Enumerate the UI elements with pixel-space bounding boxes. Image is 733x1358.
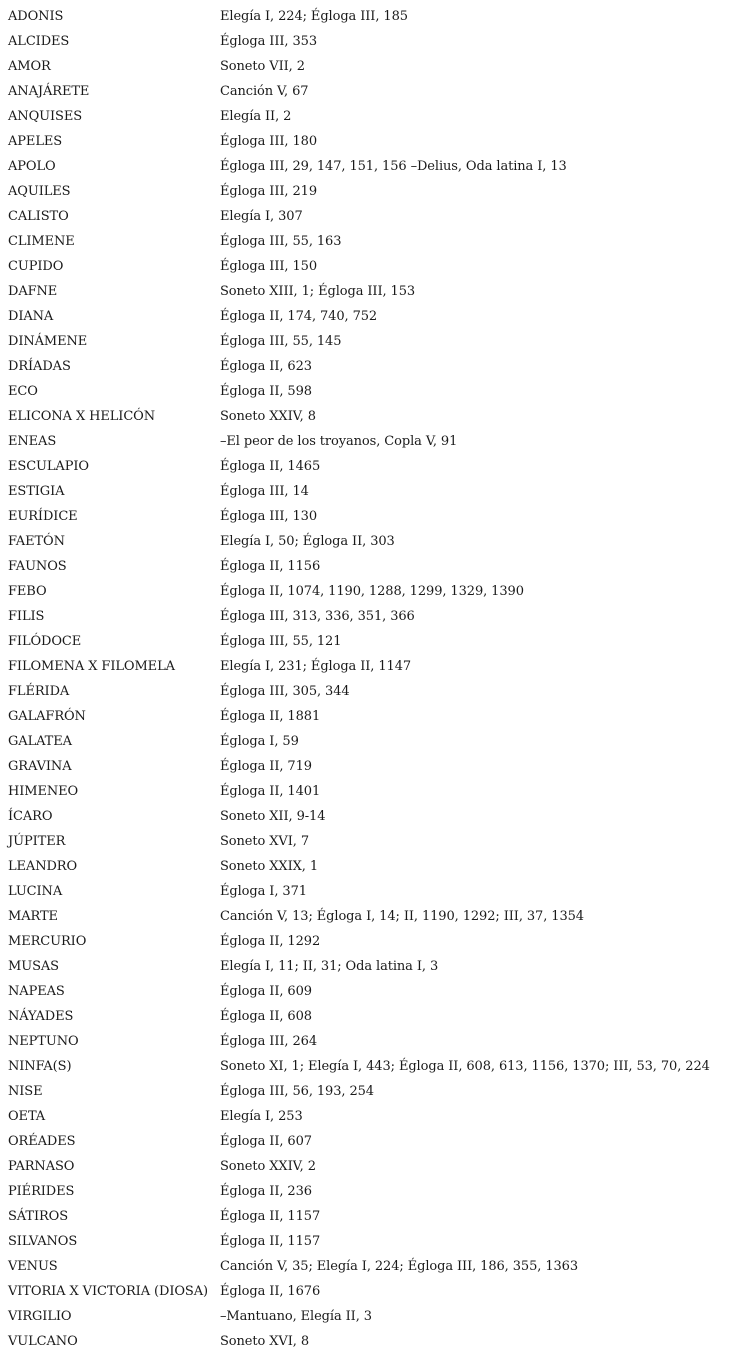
index-references: –El peor de los troyanos, Copla V, 91 xyxy=(220,434,458,449)
index-term: FEBO xyxy=(8,584,47,599)
index-references: Égloga II, 623 xyxy=(220,359,312,374)
index-entry xyxy=(0,829,733,854)
index-term: ORÉADES xyxy=(8,1134,76,1149)
index-entry xyxy=(0,254,733,279)
index-references: Égloga II, 1157 xyxy=(220,1234,321,1249)
index-term: NEPTUNO xyxy=(8,1034,79,1049)
index-references: Soneto XXIV, 8 xyxy=(220,409,316,424)
index-entry xyxy=(0,1129,733,1154)
index-term: SILVANOS xyxy=(8,1234,78,1249)
index-entry xyxy=(0,679,733,704)
index-term: GALAFRÓN xyxy=(8,709,86,724)
index-references: Elegía I, 253 xyxy=(220,1109,303,1124)
index-references: Soneto XXIV, 2 xyxy=(220,1159,316,1174)
index-references: Égloga III, 14 xyxy=(220,484,309,499)
index-entry xyxy=(0,279,733,304)
index-entry xyxy=(0,704,733,729)
index-references: Égloga II, 1156 xyxy=(220,559,321,574)
index-references: Égloga II, 609 xyxy=(220,984,312,999)
index-references: Égloga III, 56, 193, 254 xyxy=(220,1084,374,1099)
index-term: NÁYADES xyxy=(8,1009,74,1024)
index-entry xyxy=(0,1029,733,1054)
index-term: APELES xyxy=(8,134,63,149)
index-references: Égloga I, 59 xyxy=(220,734,299,749)
index-entry xyxy=(0,1179,733,1204)
index-term: ANQUISES xyxy=(8,109,83,124)
index-term: GRAVINA xyxy=(8,759,72,774)
index-entry xyxy=(0,929,733,954)
index-entry xyxy=(0,854,733,879)
index-entry xyxy=(0,454,733,479)
index-references: Égloga II, 1074, 1190, 1288, 1299, 1329, 1390 xyxy=(220,584,524,599)
index-term: MERCURIO xyxy=(8,934,87,949)
index-entry xyxy=(0,979,733,1004)
index-entry xyxy=(0,1079,733,1104)
index-term: CLIMENE xyxy=(8,234,75,249)
index-term: FAUNOS xyxy=(8,559,67,574)
index-term: DAFNE xyxy=(8,284,58,299)
index-references: Égloga II, 1157 xyxy=(220,1209,321,1224)
index-term: NISE xyxy=(8,1084,43,1099)
index-references: Égloga III, 180 xyxy=(220,134,317,149)
index-term: ÍCARO xyxy=(8,809,53,824)
index-entry xyxy=(0,4,733,29)
index-term: AQUILES xyxy=(8,184,71,199)
index-references: Elegía I, 231; Égloga II, 1147 xyxy=(220,659,412,674)
index-entry xyxy=(0,654,733,679)
index-term: ANAJÁRETE xyxy=(8,84,90,99)
index-references: Égloga III, 313, 336, 351, 366 xyxy=(220,609,415,624)
index-entry xyxy=(0,1304,733,1329)
index-references: Égloga III, 55, 163 xyxy=(220,234,342,249)
index-entry xyxy=(0,204,733,229)
index-references: Canción V, 13; Égloga I, 14; II, 1190, 1292; III, 37, 1354 xyxy=(220,909,584,924)
index-references: Égloga III, 55, 121 xyxy=(220,634,342,649)
index-term: MARTE xyxy=(8,909,58,924)
index-references: Égloga I, 371 xyxy=(220,884,307,899)
index-references: Égloga II, 236 xyxy=(220,1184,312,1199)
index-references: Égloga III, 305, 344 xyxy=(220,684,350,699)
index-references: Égloga III, 130 xyxy=(220,509,317,524)
index-references: Soneto VII, 2 xyxy=(220,59,305,74)
index-term: OETA xyxy=(8,1109,46,1124)
index-references: Égloga III, 55, 145 xyxy=(220,334,342,349)
index-references: Égloga III, 219 xyxy=(220,184,317,199)
index-term: VITORIA X VICTORIA (DIOSA) xyxy=(8,1284,208,1299)
index-entry xyxy=(0,504,733,529)
index-references: Égloga II, 598 xyxy=(220,384,312,399)
index-term: SÁTIROS xyxy=(8,1209,69,1224)
index-term: LUCINA xyxy=(8,884,63,899)
index-term: DRÍADAS xyxy=(8,359,71,374)
index-references: Soneto XVI, 7 xyxy=(220,834,309,849)
index-entry xyxy=(0,629,733,654)
index-entry xyxy=(0,954,733,979)
index-entry xyxy=(0,1054,733,1079)
index-term: PARNASO xyxy=(8,1159,75,1174)
index-term: CUPIDO xyxy=(8,259,64,274)
index-entry xyxy=(0,129,733,154)
index-entry xyxy=(0,104,733,129)
index-term: VULCANO xyxy=(8,1334,78,1349)
index-term: ECO xyxy=(8,384,38,399)
index-references: Elegía I, 50; Égloga II, 303 xyxy=(220,534,395,549)
index-references: Égloga II, 1401 xyxy=(220,784,321,799)
index-references: Soneto XIII, 1; Égloga III, 153 xyxy=(220,284,416,299)
index-entry xyxy=(0,479,733,504)
index-term: AMOR xyxy=(8,59,51,74)
index-references: Égloga II, 1881 xyxy=(220,709,321,724)
index-entry xyxy=(0,304,733,329)
index-entry xyxy=(0,529,733,554)
index-references: Égloga II, 1465 xyxy=(220,459,321,474)
index-term: FILOMENA X FILOMELA xyxy=(8,659,175,674)
index-term: HIMENEO xyxy=(8,784,79,799)
index-term: JÚPITER xyxy=(8,834,66,849)
index-term: LEANDRO xyxy=(8,859,78,874)
index-term: GALATEA xyxy=(8,734,72,749)
index-entry xyxy=(0,1329,733,1354)
index-references: Elegía I, 224; Égloga III, 185 xyxy=(220,9,408,24)
index-entry xyxy=(0,1229,733,1254)
index-term: CALISTO xyxy=(8,209,69,224)
index-term: FILÓDOCE xyxy=(8,634,82,649)
index-entry xyxy=(0,429,733,454)
index-references: Égloga III, 150 xyxy=(220,259,317,274)
index-term: VENUS xyxy=(8,1259,58,1274)
index-references: Égloga II, 607 xyxy=(220,1134,312,1149)
index-references: Égloga II, 1676 xyxy=(220,1284,321,1299)
index-term: NAPEAS xyxy=(8,984,65,999)
index-references: Soneto XI, 1; Elegía I, 443; Égloga II, 608, 613, 1156, 1370; III, 53, 70, 224 xyxy=(220,1059,710,1074)
index-entry xyxy=(0,804,733,829)
index-references: Elegía I, 11; II, 31; Oda latina I, 3 xyxy=(220,959,439,974)
index-entry xyxy=(0,1154,733,1179)
index-term: EURÍDICE xyxy=(8,509,78,524)
index-term: ESTIGIA xyxy=(8,484,65,499)
index-term: DIANA xyxy=(8,309,54,324)
index-entry xyxy=(0,1204,733,1229)
index-term: DINÁMENE xyxy=(8,334,88,349)
index-references: Égloga II, 174, 740, 752 xyxy=(220,309,378,324)
index-references: Soneto XXIX, 1 xyxy=(220,859,319,874)
index-entry xyxy=(0,554,733,579)
index-term: ALCIDES xyxy=(8,34,70,49)
index-term: NINFA(S) xyxy=(8,1059,72,1074)
index-entry xyxy=(0,54,733,79)
index-term: ESCULAPIO xyxy=(8,459,89,474)
index-references: –Mantuano, Elegía II, 3 xyxy=(220,1309,372,1324)
index-entry xyxy=(0,779,733,804)
index-entry xyxy=(0,579,733,604)
index-term: FAETÓN xyxy=(8,534,65,549)
index-entry xyxy=(0,329,733,354)
index-references: Canción V, 35; Elegía I, 224; Égloga III, 186, 355, 1363 xyxy=(220,1259,579,1274)
index-term: ELICONA X HELICÓN xyxy=(8,409,156,424)
index-term: PIÉRIDES xyxy=(8,1184,75,1199)
index-entry xyxy=(0,604,733,629)
index-references: Soneto XII, 9-14 xyxy=(220,809,326,824)
index-term: ADONIS xyxy=(8,9,64,24)
index-references: Égloga II, 1292 xyxy=(220,934,321,949)
index-references: Soneto XVI, 8 xyxy=(220,1334,309,1349)
index-entry xyxy=(0,1279,733,1304)
index-references: Canción V, 67 xyxy=(220,84,309,99)
index-entry xyxy=(0,904,733,929)
mythology-index-list xyxy=(0,4,733,1354)
index-entry xyxy=(0,404,733,429)
index-references: Elegía II, 2 xyxy=(220,109,292,124)
index-entry xyxy=(0,354,733,379)
index-references: Égloga III, 353 xyxy=(220,34,317,49)
index-entry xyxy=(0,1254,733,1279)
index-entry xyxy=(0,1104,733,1129)
index-term: VIRGILIO xyxy=(8,1309,72,1324)
index-entry xyxy=(0,29,733,54)
index-references: Elegía I, 307 xyxy=(220,209,303,224)
index-entry xyxy=(0,154,733,179)
index-entry xyxy=(0,1004,733,1029)
index-references: Égloga II, 719 xyxy=(220,759,312,774)
index-entry xyxy=(0,879,733,904)
index-term: MUSAS xyxy=(8,959,59,974)
index-entry xyxy=(0,729,733,754)
index-term: ENEAS xyxy=(8,434,57,449)
index-term: FILIS xyxy=(8,609,45,624)
index-references: Égloga III, 29, 147, 151, 156 –Delius, Oda latina I, 13 xyxy=(220,159,567,174)
index-entry xyxy=(0,379,733,404)
index-entry xyxy=(0,179,733,204)
index-term: APOLO xyxy=(8,159,56,174)
index-references: Égloga II, 608 xyxy=(220,1009,312,1024)
index-entry xyxy=(0,229,733,254)
index-entry xyxy=(0,79,733,104)
index-entry xyxy=(0,754,733,779)
index-references: Égloga III, 264 xyxy=(220,1034,317,1049)
index-term: FLÉRIDA xyxy=(8,684,70,699)
